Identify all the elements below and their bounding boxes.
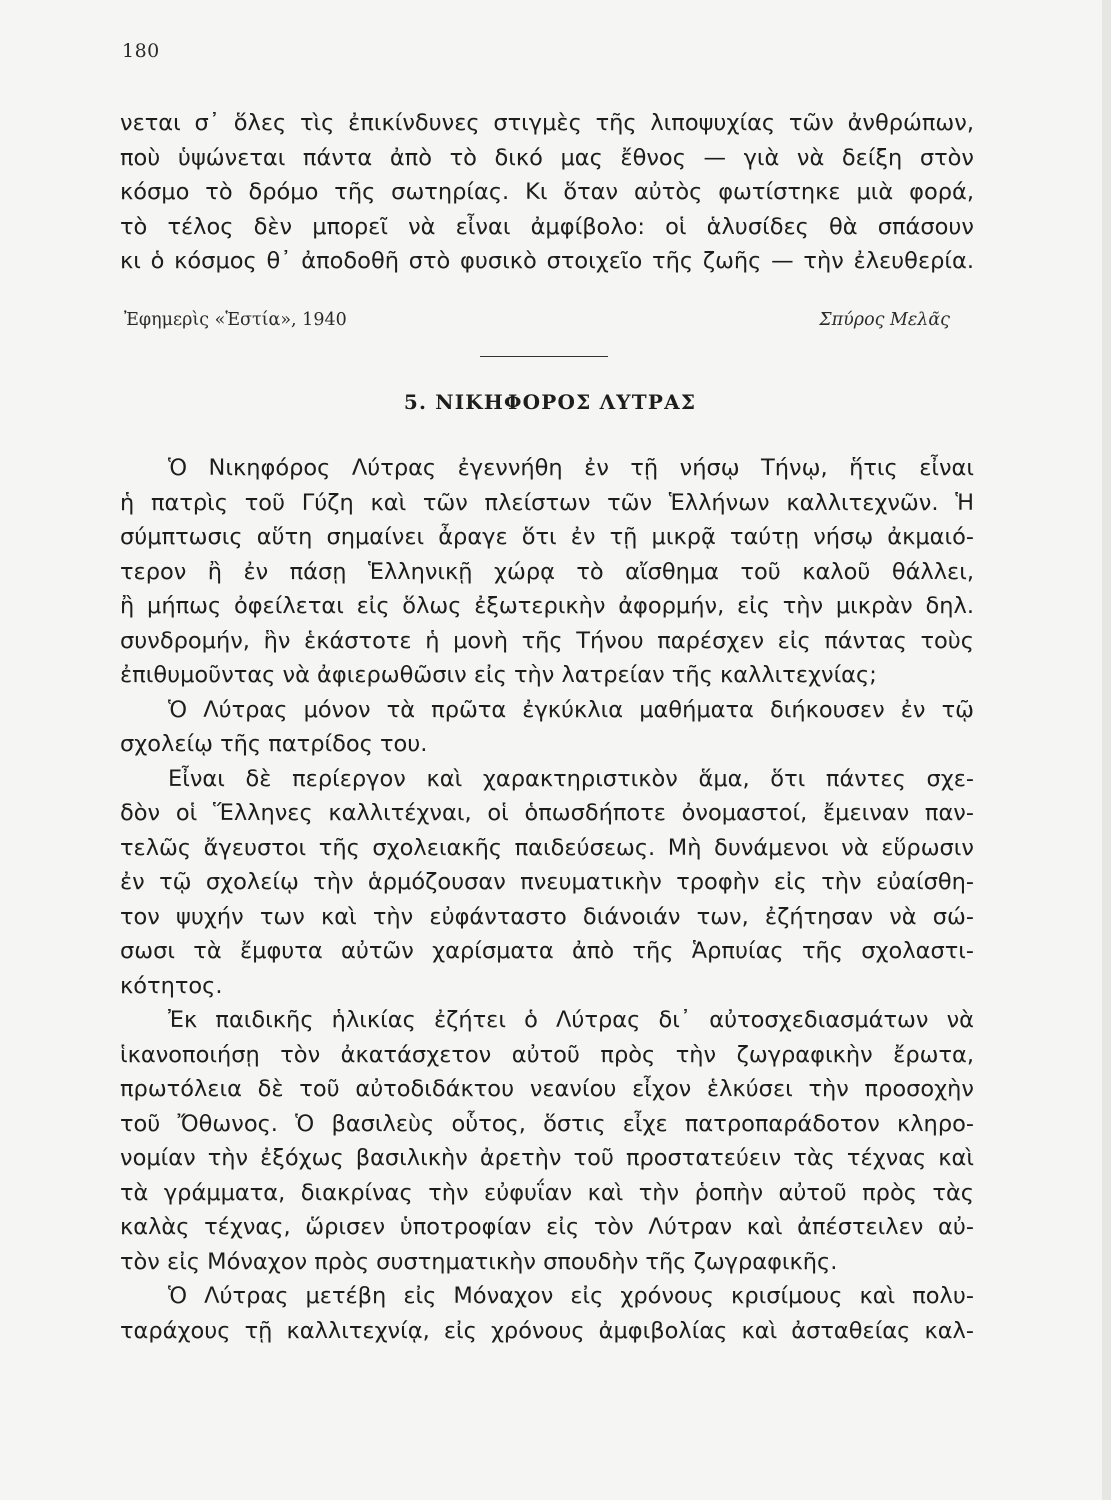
- text-line: κόσμο τὸ δρόμο τῆς σωτηρίας. Κι ὅταν αὐτὸς φωτίστηκε μιὰ φορά,: [120, 179, 974, 205]
- source-attribution: [120, 310, 950, 340]
- text-line: πρωτόλεια δὲ τοῦ αὐτοδιδάκτου νεανίου εἶχον ἑλκύσει τὴν προσοχὴν: [120, 1076, 974, 1102]
- text-line: νομίαν τὴν ἐξόχως βασιλικὴν ἀρετὴν τοῦ προστατεύειν τὰς τέχνας καὶ: [120, 1145, 974, 1171]
- text-line: ταράχους τῇ καλλιτεχνίᾳ, εἰς χρόνους ἀμφιβολίας καὶ ἀσταθείας καλ-: [120, 1317, 974, 1344]
- source-publication: Ἐφημερὶς «Ἑστία», 1940: [124, 310, 347, 330]
- source-author: Σπύρος Μελᾶς: [819, 310, 950, 330]
- text-line: καλὰς τέχνας, ὥρισεν ὑποτροφίαν εἰς τὸν Λύτραν καὶ ἀπέστειλεν αὐ-: [120, 1214, 974, 1240]
- body-text: [120, 451, 974, 1348]
- text-line: τὸν εἰς Μόναχον πρὸς συστηματικὴν σπουδὴν τῆς ζωγραφικῆς.: [120, 1248, 838, 1275]
- page-edge-shadow: [1102, 0, 1111, 1500]
- section-divider: [480, 356, 608, 357]
- text-line: Ὁ Νικηφόρος Λύτρας ἐγεννήθη ἐν τῇ νήσῳ Τήνῳ, ἥτις εἶναι: [168, 455, 974, 481]
- text-line: τὸ τέλος δὲν μπορεῖ νὰ εἶναι ἀμφίβολο: οἱ ἁλυσίδες θὰ σπάσουν: [120, 213, 974, 240]
- text-line: ἡ πατρὶς τοῦ Γύζη καὶ τῶν πλείστων τῶν Ἑλλήνων καλλιτεχνῶν. Ἡ: [120, 489, 974, 516]
- text-line: κι ὁ κόσμος θ᾿ ἀποδοθῆ στὸ φυσικὸ στοιχεῖο τῆς ζωῆς — τὴν ἐλευθερία.: [120, 248, 974, 274]
- text-line: τον ψυχήν των καὶ τὴν εὐφάνταστο διάνοιάν των, ἐζήτησαν νὰ σώ-: [120, 903, 974, 930]
- text-line: τερον ἢ ἐν πάσῃ Ἑλληνικῇ χώρᾳ τὸ αἴσθημα τοῦ καλοῦ θάλλει,: [120, 558, 974, 585]
- text-line: ἱκανοποιήσῃ τὸν ἀκατάσχετον αὐτοῦ πρὸς τὴν ζωγραφικὴν ἔρωτα,: [120, 1041, 974, 1068]
- text-line: τοῦ Ὄθωνος. Ὁ βασιλεὺς οὗτος, ὅστις εἶχε πατροπαράδοτον κληρο-: [120, 1110, 974, 1137]
- text-line: Ἐκ παιδικῆς ἡλικίας ἐζήτει ὁ Λύτρας δι᾿ αὐτοσχεδιασμάτων νὰ: [168, 1007, 974, 1033]
- text-line: συνδρομήν, ἣν ἑκάστοτε ἡ μονὴ τῆς Τήνου παρέσχεν εἰς πάντας τοὺς: [120, 627, 974, 654]
- text-line: τὰ γράμματα, διακρίνας τὴν εὐφυΐαν καὶ τὴν ῥοπὴν αὐτοῦ πρὸς τὰς: [120, 1179, 974, 1206]
- text-line: Ὁ Λύτρας μετέβη εἰς Μόναχον εἰς χρόνους κρισίμους καὶ πολυ-: [168, 1283, 974, 1309]
- text-line: ποὺ ὑψώνεται πάντα ἀπὸ τὸ δικό μας ἔθνος — γιὰ νὰ δείξη στὸν: [120, 144, 974, 171]
- text-line: δὸν οἱ Ἕλληνες καλλιτέχναι, οἱ ὁπωσδήποτε ὀνομαστοί, ἔμειναν παν-: [120, 800, 974, 826]
- text-line: νεται σ᾿ ὅλες τὶς ἐπικίνδυνες στιγμὲς τῆς λιποψυχίας τῶν ἀνθρώπων,: [120, 110, 974, 136]
- text-line: ἢ μήπως ὀφείλεται εἰς ὅλως ἐξωτερικὴν ἀφορμήν, εἰς τὴν μικρὰν δηλ.: [120, 593, 974, 619]
- text-line: κότητος.: [120, 972, 223, 999]
- text-line: Εἶναι δὲ περίεργον καὶ χαρακτηριστικὸν ἅμα, ὅτι πάντες σχε-: [168, 765, 974, 792]
- text-line: Ὁ Λύτρας μόνον τὰ πρῶτα ἐγκύκλια μαθήματα διήκουσεν ἐν τῷ: [168, 696, 974, 723]
- page-number: 180: [122, 40, 160, 62]
- text-line: τελῶς ἄγευστοι τῆς σχολειακῆς παιδεύσεως. Μὴ δυνάμενοι νὰ εὕρωσιν: [120, 834, 974, 861]
- text-line: ἐν τῷ σχολείῳ τὴν ἁρμόζουσαν πνευματικὴν τροφὴν εἰς τὴν εὐαίσθη-: [120, 869, 974, 895]
- text-line: σχολείῳ τῆς πατρίδος του.: [120, 731, 428, 757]
- text-line: σωσι τὰ ἔμφυτα αὐτῶν χαρίσματα ἀπὸ τῆς Ἁρπυίας τῆς σχολαστι-: [120, 938, 974, 964]
- top-paragraph: [120, 106, 974, 279]
- section-heading: 5. ΝΙΚΗΦΟΡΟΣ ΛΥΤΡΑΣ: [403, 390, 697, 414]
- text-line: σύμπτωσις αὕτη σημαίνει ἆραγε ὅτι ἐν τῇ μικρᾷ ταύτῃ νήσῳ ἀκμαιό-: [120, 524, 974, 550]
- text-line: ἐπιθυμοῦντας νὰ ἀφιερωθῶσιν εἰς τὴν λατρείαν τῆς καλλιτεχνίας;: [120, 662, 877, 688]
